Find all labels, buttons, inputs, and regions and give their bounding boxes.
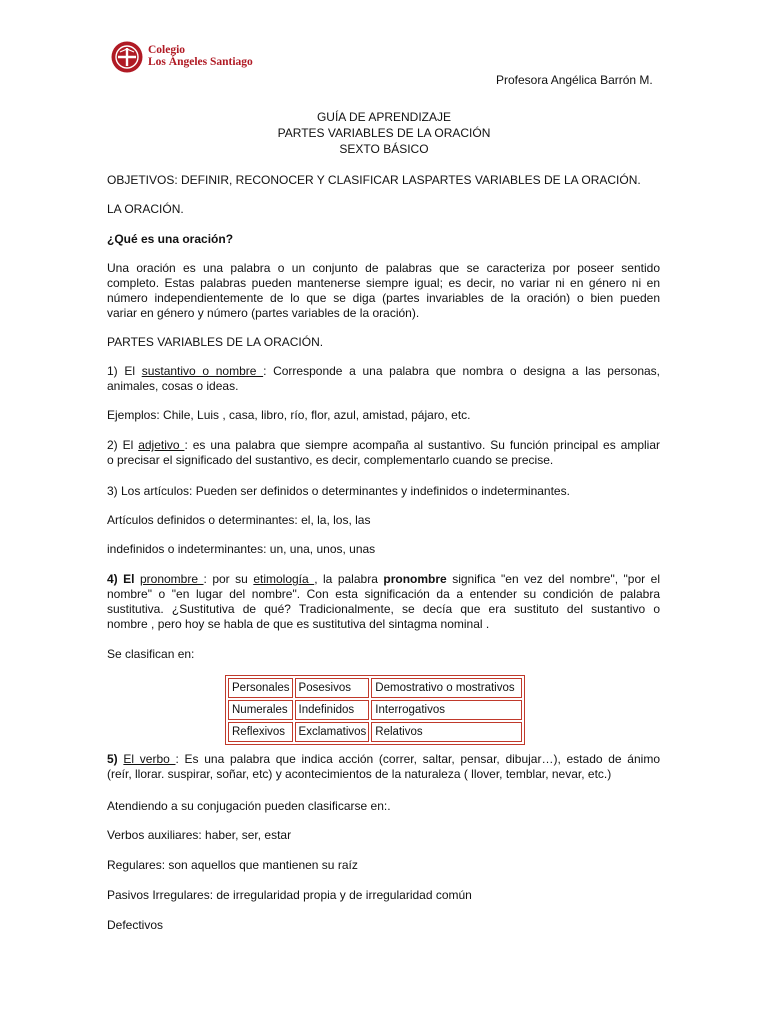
sustantivo-definition: : Corresponde a una palabra que nombra o designa a las personas, — [263, 364, 660, 378]
table-cell: Exclamativos — [295, 722, 370, 742]
pronombre-line-2: nombre" o "en lugar del nombre". Con esta significación da a entender su condición de palabra — [107, 587, 660, 601]
verbo-term: El verbo — [123, 752, 176, 766]
clasifican-label: Se clasifican en: — [107, 647, 195, 661]
verbo-number: 5) — [107, 752, 124, 766]
verbo-line-2: (reír, llorar. suspirar, soñar, etc) y acontecimientos de la naturaleza ( llover, temblar, nevar, etc.) — [107, 767, 612, 781]
definition-line-2: completo. Estas palabras pueden mantenerse siempre igual; es decir, no variar ni en género ni en — [107, 276, 660, 290]
table-cell: Posesivos — [295, 678, 370, 698]
verbo-definition: : Es una palabra que indica acción (correr, saltar, pensar, dibujar…), estado de ánimo — [175, 752, 660, 766]
objectives: OBJETIVOS: DEFINIR, RECONOCER Y CLASIFICAR LASPARTES VARIABLES DE LA ORACIÓN. — [107, 173, 641, 187]
table-cell: Relativos — [371, 722, 521, 742]
table-row — [228, 678, 522, 698]
table-cell: Indefinidos — [295, 700, 370, 720]
verbo-line-1 — [107, 752, 660, 767]
question-heading: ¿Qué es una oración? — [107, 232, 234, 246]
table-cell: Demostrativo o mostrativos — [371, 678, 521, 698]
articulos-definidos: Artículos definidos o determinantes: el, la, los, las — [107, 513, 371, 527]
definition-line-3: número independientemente de lo que se diga (partes invariables de la oración) o bien pueden — [107, 291, 660, 305]
table-row — [228, 722, 522, 742]
school-logo — [108, 40, 278, 74]
articulos-indefinidos: indefinidos o indeterminantes: un, una, unos, unas — [107, 542, 376, 556]
definition-line-4: variar en género y número (partes variables de la oración). — [107, 306, 420, 320]
articulos-heading: 3) Los artículos: Pueden ser definidos o determinantes y indefinidos o indeterminantes. — [107, 484, 570, 498]
pronoun-classification-table — [225, 675, 525, 745]
pronombre-line-4: nombre , pero hoy se habla de que es sustitutiva del sintagma nominal . — [107, 617, 490, 631]
guide-title: GUÍA DE APRENDIZAJE — [316, 110, 452, 124]
sustantivo-examples: Ejemplos: Chile, Luis , casa, libro, río, flor, azul, amistad, pájaro, etc. — [107, 408, 471, 422]
pronombre-text-1: : por su — [203, 572, 254, 586]
adjetivo-line-2: o precisar el significado del sustantivo, es decir, complementarlo cuando se precise. — [107, 453, 554, 467]
table-cell: Personales — [228, 678, 293, 698]
table-cell: Interrogativos — [371, 700, 521, 720]
conjugacion-label: Atendiendo a su conjugación pueden clasificarse en:. — [107, 799, 391, 813]
definition-line-1: Una oración es una palabra o un conjunto de palabras que se caracteriza por poseer sentido — [107, 261, 660, 275]
pronombre-word: pronombre — [383, 572, 447, 586]
sustantivo-line-2: animales, cosas o ideas. — [107, 379, 239, 393]
verbos-irregulares: Pasivos Irregulares: de irregularidad propia y de irregularidad común — [107, 888, 472, 902]
sustantivo-term: sustantivo o nombre — [141, 364, 264, 378]
table-cell: Numerales — [228, 700, 293, 720]
section-oracion: LA ORACIÓN. — [107, 202, 184, 216]
verbos-regulares: Regulares: son aquellos que mantienen su raíz — [107, 858, 358, 872]
verbos-defectivos: Defectivos — [107, 918, 164, 932]
guide-grade: SEXTO BÁSICO — [339, 142, 429, 156]
school-crest-icon — [110, 40, 144, 74]
school-name-line2: Los Ángeles Santiago — [148, 56, 253, 68]
table-cell: Reflexivos — [228, 722, 293, 742]
etimologia-term: etimología — [253, 572, 315, 586]
sustantivo-number: 1) El — [107, 364, 142, 378]
school-name — [148, 44, 253, 68]
table-row — [228, 700, 522, 720]
pronombre-text-3: significa "en vez del nombre", "por el — [446, 572, 660, 586]
guide-subtitle: PARTES VARIABLES DE LA ORACIÓN — [277, 126, 491, 140]
school-name-line1: Colegio — [148, 44, 186, 56]
pronombre-line-1 — [107, 572, 660, 587]
pronombre-text-2: , la palabra — [314, 572, 384, 586]
adjetivo-line-1 — [107, 438, 660, 453]
adjetivo-number: 2) El — [107, 438, 139, 452]
pronombre-term: pronombre — [139, 572, 204, 586]
teacher-name: Profesora Angélica Barrón M. — [496, 73, 653, 87]
section-partes: PARTES VARIABLES DE LA ORACIÓN. — [107, 335, 324, 349]
pronombre-line-3: sustitutiva. ¿Sustitutiva de qué? Tradicionalmente, se decía que era sustituto del sustantivo o — [107, 602, 660, 616]
adjetivo-term: adjetivo — [138, 438, 185, 452]
adjetivo-definition: : es una palabra que siempre acompaña al sustantivo. Su función principal es ampliar — [184, 438, 660, 452]
sustantivo-line-1 — [107, 364, 660, 379]
verbos-auxiliares: Verbos auxiliares: haber, ser, estar — [107, 828, 292, 842]
pronombre-number: 4) El — [107, 572, 140, 586]
